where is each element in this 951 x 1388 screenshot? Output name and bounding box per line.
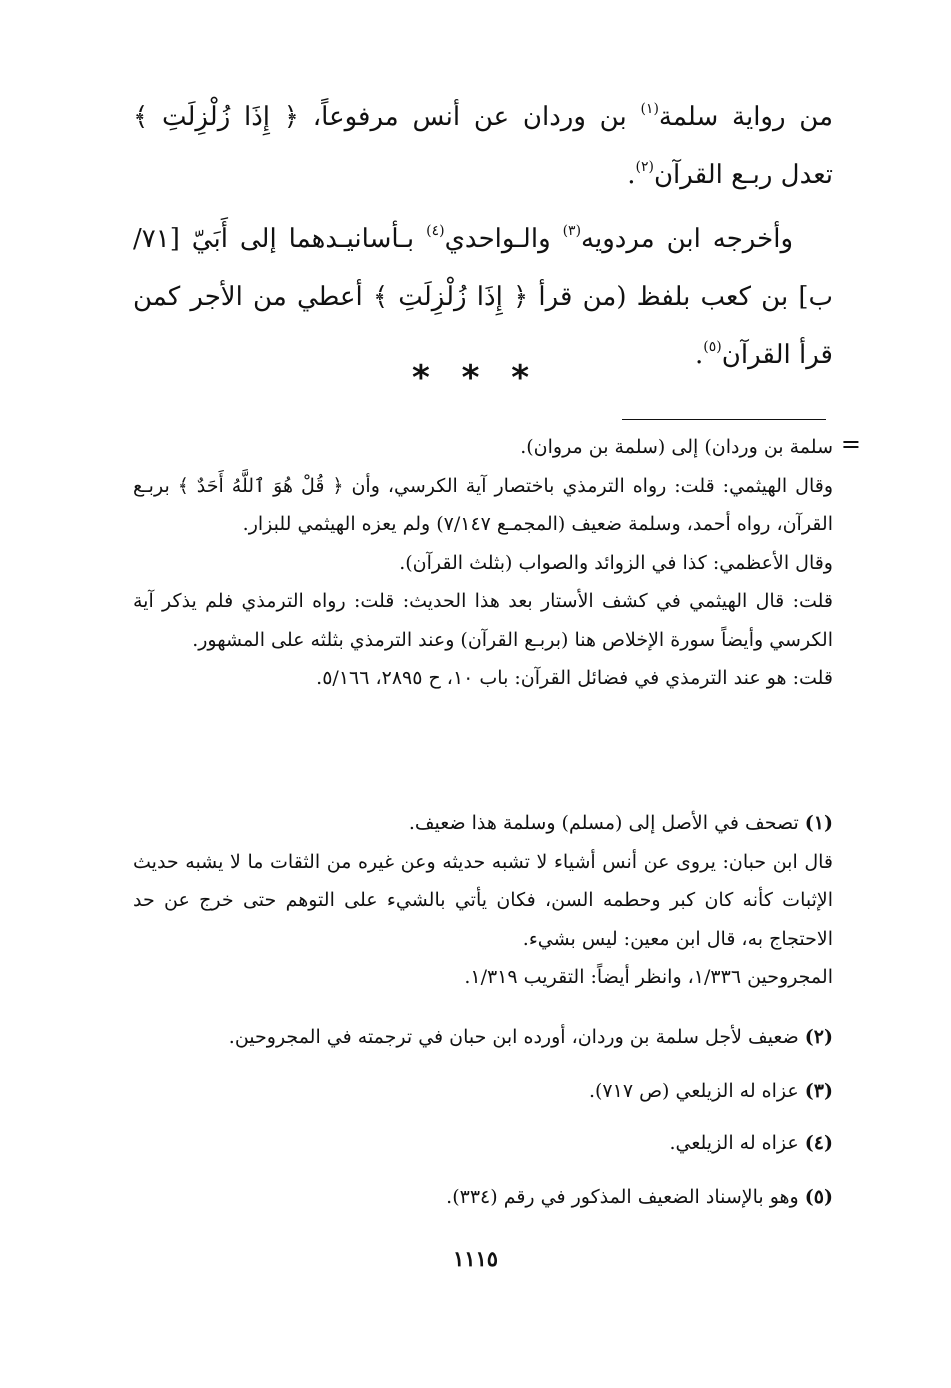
footnote-5 [133, 1178, 833, 1217]
main-text [133, 88, 833, 390]
text-run: والـواحدي [444, 224, 563, 254]
footnote-text: المجروحين ١/٣٣٦، وانظر أيضاً: التقريب ١/٣١٩. [464, 966, 833, 988]
footnote-number: (٥) [804, 1186, 833, 1208]
note-line: قلت: هو عند الترمذي في فضائل القرآن: باب ١٠، ح ٢٨٩٥، ٥/١٦٦. [316, 667, 833, 689]
note-line: وقال الهيثمي: قلت: رواه الترمذي باختصار آية الكرسي، وأن ﴿ قُلْ هُوَ ٱللَّهُ أَحَدٌ ﴾ بربـع القرآن، رواه أحمد، وسلمة ضعيف (المجمـع ٧/١٤٧) ولم يعزه الهيثمي للبزار. [133, 474, 833, 535]
footnote-ref-5[interactable]: (٥) [703, 339, 722, 355]
footnote-ref-3[interactable]: (٣) [562, 223, 582, 239]
footnote-ref-2[interactable]: (٢) [635, 159, 654, 175]
footnote-body [133, 843, 833, 997]
footnote-divider [622, 419, 826, 420]
continuation-marker: = [840, 430, 861, 458]
footnote-text: تصحف في الأصل إلى (مسلم) وسلمة هذا ضعيف. [408, 812, 799, 834]
footnote-number: (٢) [804, 1026, 833, 1048]
footnote-text: وهو بالإسناد الضعيف المذكور في رقم (٣٣٤). [446, 1186, 799, 1208]
page-number: ١١١٥ [452, 1246, 499, 1271]
text-run: . [695, 340, 704, 370]
note-line: قلت: قال الهيثمي في كشف الأستار بعد هذا الحديث: قلت: رواه الترمذي فلم يذكر آية الكرسي وأيضاً سورة الإخلاص هنا (بربـع القرآن) وعند الترمذي بثلثه على المشهور. [133, 590, 833, 651]
footnote-3 [133, 1072, 833, 1111]
footnote-text: ضعيف لأجل سلمة بن وردان، أورده ابن حبان في ترجمته في المجروحين. [228, 1026, 799, 1048]
footnote-text: قال ابن حبان: يروى عن أنس أشياء لا تشبه حديثه وعن غيره من الثقات ما لا يشبه حديث الإثبات كأنه كان كبر وحطمه السن، فكان يأتي بالشيء على التوهم حتى خرج عن حد الاحتجاج به، قال ابن معين: ليس بشيء. [133, 850, 833, 950]
section-separator: * * * [411, 358, 539, 398]
footnote-number: (٣) [804, 1080, 833, 1102]
text-run: من رواية سلمة [658, 102, 833, 132]
footnote-1 [133, 804, 833, 997]
footnote-line [133, 804, 833, 843]
note-line: وقال الأعظمي: كذا في الزوائد والصواب (بثلث القرآن). [399, 551, 833, 574]
footnote-number: (١) [804, 812, 833, 834]
footnote-ref-1[interactable]: (١) [640, 101, 659, 117]
continued-footnote [133, 428, 833, 698]
text-run: بن وردان عن أنس مرفوعاً، ﴿ إِذَا زُلْزِلَتِ ﴾ تعدل ربـع القرآن [133, 102, 833, 190]
text-run: بـأسانيـدهما إلى أَبَيّ [٧١/ب] بن كعب بلفظ (من قرأ ﴿ إِذَا زُلْزِلَتِ ﴾ أعطي من الأجر كمن قرأ القرآن [133, 224, 833, 370]
footnote-4 [133, 1124, 833, 1163]
text-run: وأخرجه ابن مردويه [581, 224, 793, 254]
note-line: سلمة بن وردان) إلى (سلمة بن مروان). [520, 436, 833, 458]
footnote-text: عزاه له الزيلعي (ص ٧١٧). [588, 1080, 799, 1102]
text-run: . [627, 160, 636, 190]
footnote-number: (٤) [804, 1132, 833, 1154]
main-paragraph-1 [133, 88, 833, 204]
footnote-text: عزاه له الزيلعي. [669, 1132, 799, 1154]
footnote-ref-4[interactable]: (٤) [426, 223, 445, 239]
footnote-2 [133, 1018, 833, 1057]
